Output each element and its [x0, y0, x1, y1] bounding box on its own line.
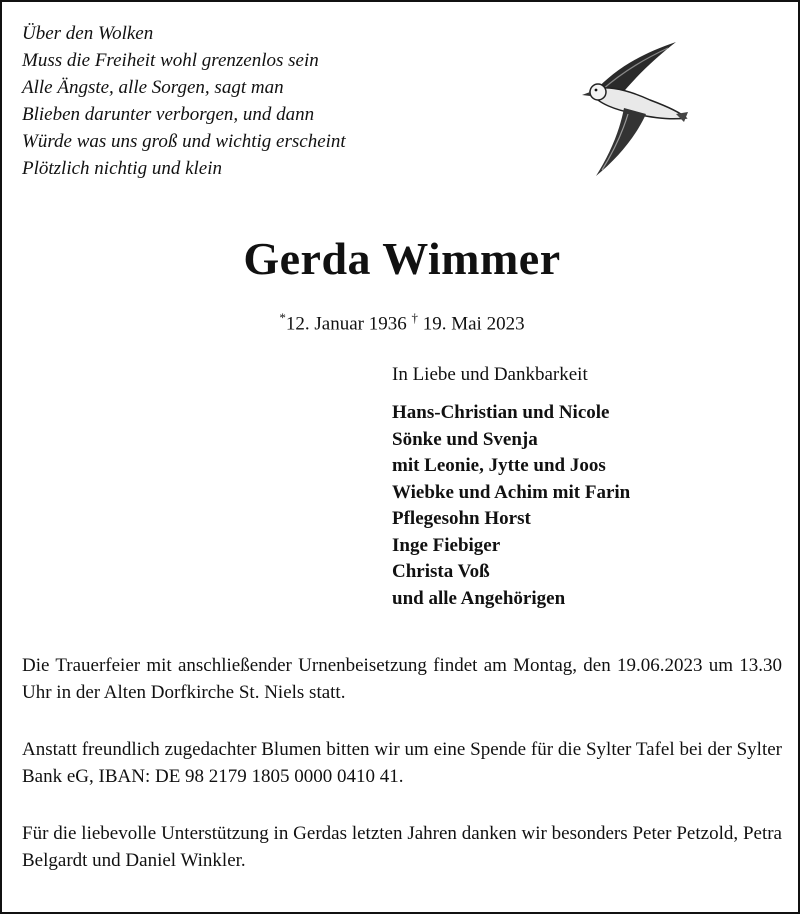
poem-line: Über den Wolken	[22, 23, 154, 44]
life-dates	[2, 310, 800, 335]
birth-date: 12. Januar 1936	[285, 313, 407, 335]
funeral-info-paragraph: Die Trauerfeier mit anschließender Urnenbeisetzung findet am Montag, den 19.06.2023 um 13.30 Uhr in der Alten Dorfkirche St. Niels statt.	[22, 655, 782, 703]
donation-paragraph: Anstatt freundlich zugedachter Blumen bitten wir um eine Spende für die Sylter Tafel bei der Sylter Bank eG, IBAN: DE 98 2179 1805 0000 0410 41.	[22, 739, 782, 787]
death-symbol: †	[411, 310, 418, 325]
family-member: und alle Angehörigen	[392, 587, 566, 609]
poem-line: Plötzlich nichtig und klein	[22, 158, 222, 179]
family-list	[392, 400, 630, 612]
poem	[22, 20, 346, 182]
thanks-paragraph: Für die liebevolle Unterstützung in Gerdas letzten Jahren danken wir besonders Peter Petzold, Petra Belgardt und Daniel Winkler.	[22, 823, 782, 871]
family-member: Sönke und Svenja	[392, 428, 538, 450]
poem-line: Würde was uns groß und wichtig erscheint	[22, 131, 346, 152]
death-date: 19. Mai 2023	[422, 313, 525, 335]
seagull-icon	[580, 34, 690, 182]
family-member: Christa Voß	[392, 561, 490, 582]
poem-line: Blieben darunter verborgen, und dann	[22, 104, 315, 125]
intro-text: In Liebe und Dankbarkeit	[392, 364, 588, 385]
poem-line: Alle Ängste, alle Sorgen, sagt man	[22, 77, 284, 98]
deceased-name: Gerda Wimmer	[243, 233, 561, 284]
birth-symbol: *	[279, 310, 286, 325]
family-member: Hans-Christian und Nicole	[392, 402, 610, 423]
family-member: Wiebke und Achim mit Farin	[392, 481, 631, 503]
family-member: Inge Fiebiger	[392, 534, 501, 556]
family-member: mit Leonie, Jytte und Joos	[392, 455, 606, 476]
family-member: Pflegesohn Horst	[392, 508, 531, 529]
poem-line: Muss die Freiheit wohl grenzenlos sein	[22, 50, 319, 71]
